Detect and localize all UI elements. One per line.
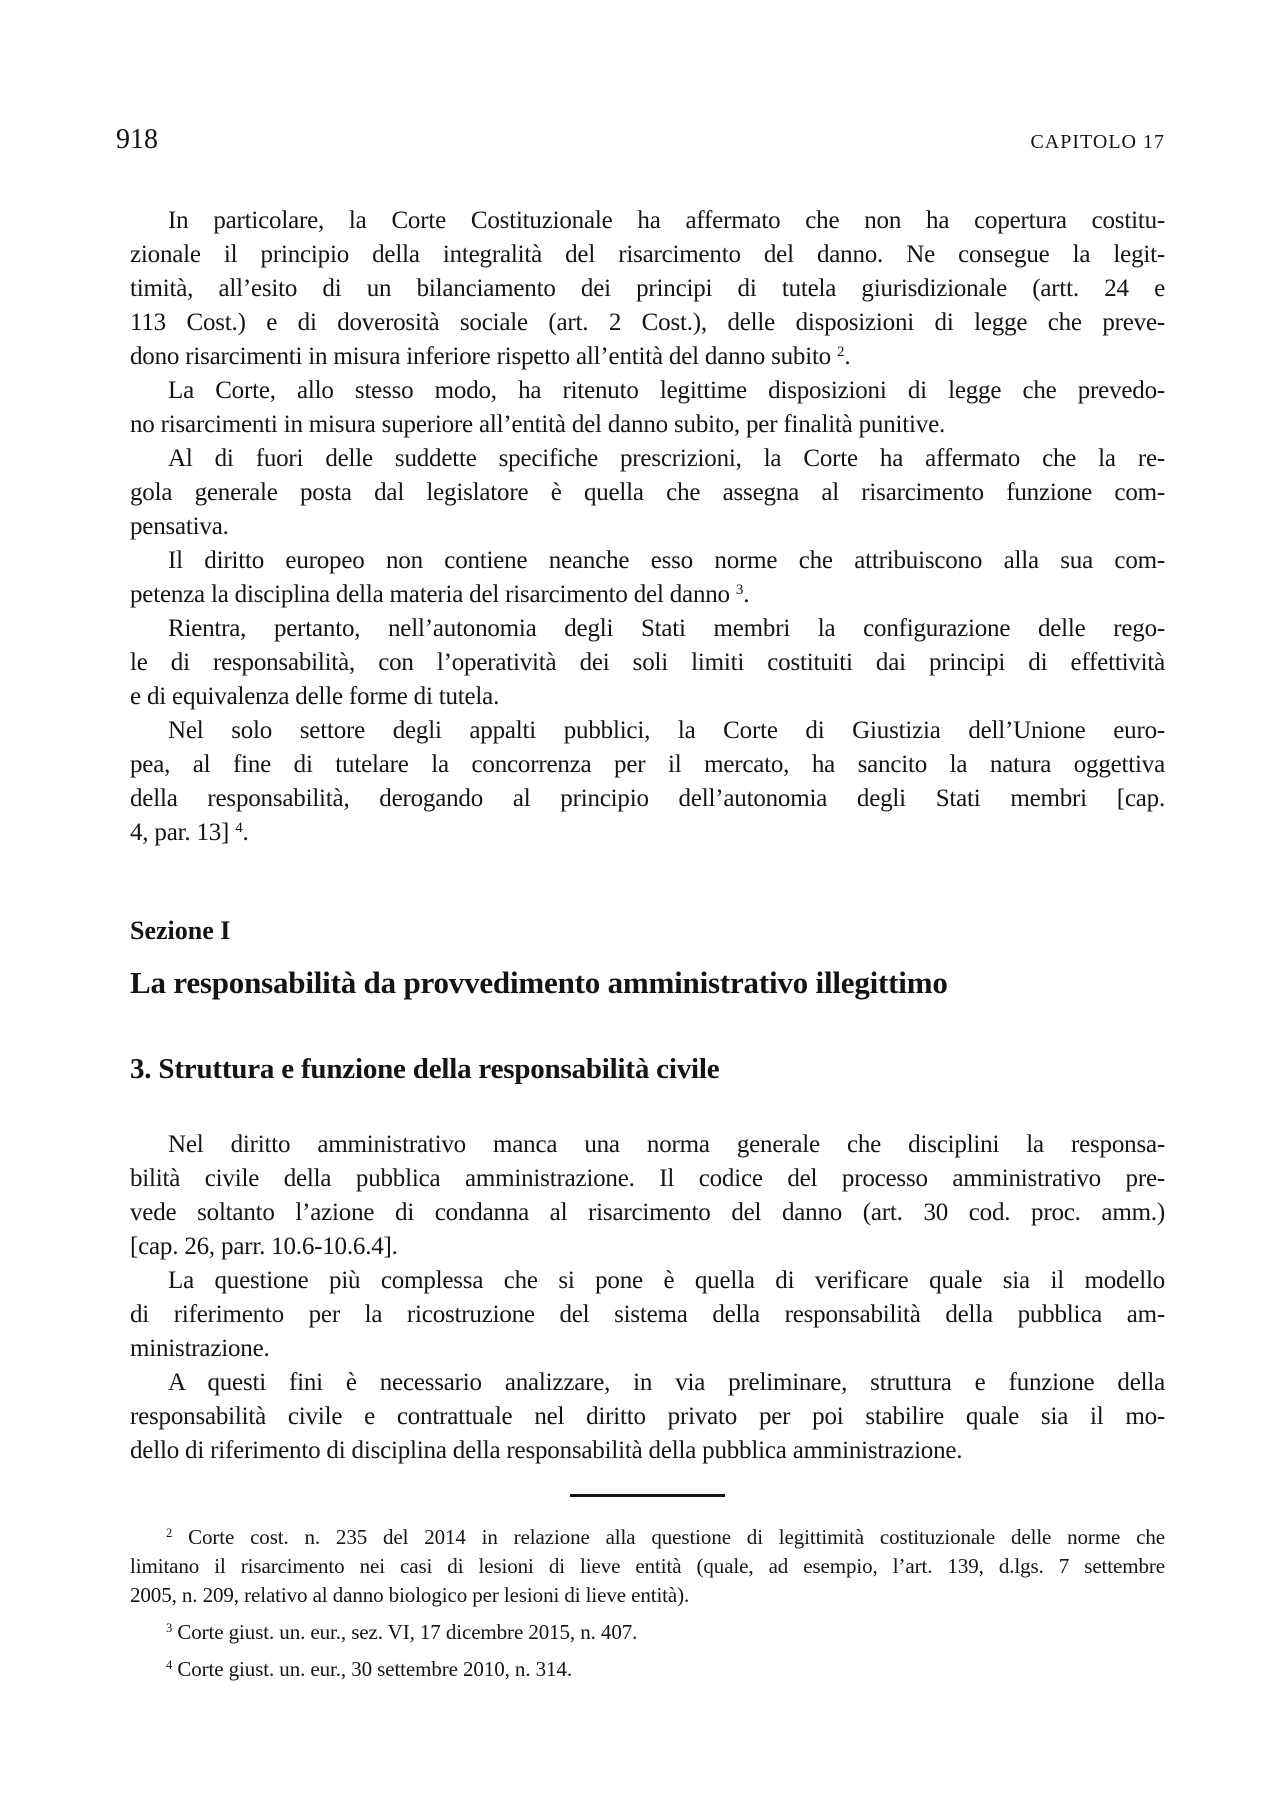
paragraph — [130, 374, 1165, 442]
paragraph — [130, 442, 1165, 544]
text-line: timità, all’esito di un bilanciamento dei principi di tutela giurisdizionale (artt. 24 e — [130, 275, 1165, 302]
paragraph — [130, 1366, 1165, 1468]
footnote — [130, 1655, 1165, 1684]
paragraph — [130, 714, 1165, 850]
paragraphs-block-2 — [130, 1128, 1165, 1468]
text-line: Il diritto europeo non contiene neanche esso norme che attribuiscono alla sua com- — [168, 547, 1165, 574]
text-line: In particolare, la Corte Costituzionale ha affermato che non ha copertura costitu- — [168, 207, 1165, 234]
text-line: $^2$ Corte cost. n. 235 del 2014 in relazione alla questione di legittimità costituzionale delle norme che — [166, 1525, 1165, 1549]
page-content — [130, 204, 1165, 1684]
footnote-rule — [570, 1494, 725, 1497]
text-line: vede soltanto l’azione di condanna al risarcimento del danno (art. 30 cod. proc. amm.) — [130, 1199, 1165, 1226]
page-number: 918 — [116, 124, 158, 155]
text-line: pensativa. — [130, 513, 229, 540]
paragraph — [130, 612, 1165, 714]
paragraph — [130, 1128, 1165, 1264]
text-line: $^4$ Corte giust. un. eur., 30 settembre 2010, n. 314. — [166, 1657, 572, 1681]
text-line: e di equivalenza delle forme di tutela. — [130, 683, 500, 710]
text-line: le di responsabilità, con l’operatività dei soli limiti costituiti dai principi di effettività — [130, 649, 1165, 676]
paragraphs-block-1 — [130, 204, 1165, 850]
text-line: Al di fuori delle suddette specifiche prescrizioni, la Corte ha affermato che la re- — [168, 445, 1165, 472]
text-line: Rientra, pertanto, nell’autonomia degli Stati membri la configurazione delle rego- — [168, 615, 1165, 642]
footnotes — [130, 1523, 1165, 1684]
text-line: 2005, n. 209, relativo al danno biologico per lesioni di lieve entità). — [130, 1583, 690, 1607]
paragraph — [130, 544, 1165, 612]
chapter-header: CAPITOLO 17 — [1030, 131, 1165, 153]
text-line: La questione più complessa che si pone è quella di verificare quale sia il modello — [168, 1267, 1165, 1294]
text-line: gola generale posta dal legislatore è quella che assegna al risarcimento funzione com- — [130, 479, 1165, 506]
text-line: [cap. 26, parr. 10.6-10.6.4]. — [130, 1233, 398, 1260]
text-line: Nel diritto amministrativo manca una norma generale che disciplini la responsa- — [168, 1131, 1165, 1158]
text-line: zionale il principio della integralità del risarcimento del danno. Ne consegue la legit- — [130, 241, 1165, 268]
text-line: pea, al fine di tutelare la concorrenza per il mercato, ha sancito la natura oggettiva — [130, 751, 1165, 778]
text-line: 113 Cost.) e di doverosità sociale (art. 2 Cost.), delle disposizioni di legge che preve- — [130, 309, 1165, 336]
section-title: La responsabilità da provvedimento amministrativo illegittimo — [130, 965, 948, 1000]
text-line: petenza la disciplina della materia del risarcimento del danno $^3$. — [130, 581, 750, 608]
paragraph — [130, 204, 1165, 374]
text-line: no risarcimenti in misura superiore all’entità del danno subito, per finalità punitive. — [130, 411, 946, 438]
section-kicker: Sezione I — [130, 916, 231, 945]
footnote — [130, 1523, 1165, 1610]
text-line: limitano il risarcimento nei casi di lesioni di lieve entità (quale, ad esempio, l’art. 139, d.lgs. 7 settembre — [130, 1554, 1165, 1578]
text-line: responsabilità civile e contrattuale nel diritto privato per poi stabilire quale sia il mo- — [130, 1403, 1165, 1430]
text-line: A questi fini è necessario analizzare, in via preliminare, struttura e funzione della — [168, 1369, 1165, 1396]
text-line: ministrazione. — [130, 1335, 270, 1362]
text-line: La Corte, allo stesso modo, ha ritenuto legittime disposizioni di legge che prevedo- — [168, 377, 1165, 404]
text-line: Nel solo settore degli appalti pubblici, la Corte di Giustizia dell’Unione euro- — [168, 717, 1165, 744]
footnote — [130, 1618, 1165, 1647]
subsection-heading: 3. Struttura e funzione della responsabilità civile — [130, 1053, 720, 1085]
text-line: di riferimento per la ricostruzione del sistema della responsabilità della pubblica am- — [130, 1301, 1165, 1328]
text-line: dono risarcimenti in misura inferiore rispetto all’entità del danno subito $^2$. — [130, 343, 851, 370]
text-line: $^3$ Corte giust. un. eur., sez. VI, 17 dicembre 2015, n. 407. — [166, 1620, 638, 1644]
running-header — [116, 126, 1165, 154]
text-line: dello di riferimento di disciplina della responsabilità della pubblica amministrazione. — [130, 1437, 963, 1464]
text-line: 4, par. 13] $^4$. — [130, 819, 249, 846]
text-line: della responsabilità, derogando al principio dell’autonomia degli Stati membri [cap. — [130, 785, 1165, 812]
text-line: bilità civile della pubblica amministrazione. Il codice del processo amministrativo pre- — [130, 1165, 1165, 1192]
paragraph — [130, 1264, 1165, 1366]
